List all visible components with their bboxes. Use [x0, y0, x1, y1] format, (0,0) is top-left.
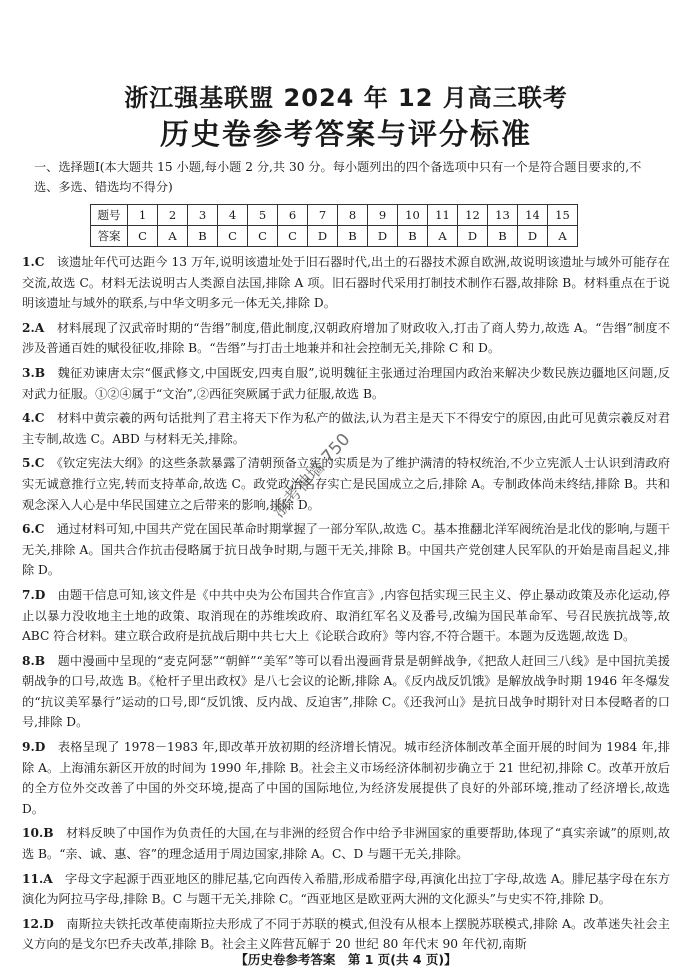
item-explanation-text: 材料中黄宗羲的两句话批判了君主将天下作为私产的做法,认为君主是天下不得安宁的原因,由此可见黄宗羲反对君主专制,故选 C。ABD 与材料无关,排除。 [22, 411, 671, 446]
exam-title: 浙江强基联盟 2024 年 12 月高三联考 [124, 84, 568, 112]
answer-table [90, 204, 578, 247]
item-explanation-text: 该遗址年代可达距今 13 万年,说明该遗址处于旧石器时代,出土的石器技术源自欧洲,故说明该遗址与域外可能存在交流,故选 C。材料无法说明古人类源自法国,排除 A 项。旧石器时代采用打制技术制作石器,故排除 B。材料重点在于说明该遗址与域外的联系,与中华文明多元一体无关,排除 D。 [22, 255, 670, 311]
question-number-cell: 11 [428, 205, 458, 226]
answer-row [91, 226, 578, 247]
item-explanation-text: 由题干信息可知,该文件是《中共中央为公布国共合作宣言》,内容包括实现三民主义、停止暴动政策及赤化运动,停止以暴力没收地主土地的政策、取消现在的苏维埃政府、取消红军名义及番号,改编为国民革命军、号召民族抗战等,故 ABC 符合材料。建立联合政府是抗战后期中共七大上《论联合政府》等内容,不符合题干。本题为反选题,故选 D。 [22, 587, 670, 644]
item-number: 5.C [22, 456, 45, 471]
question-number-cell: 7 [308, 205, 338, 226]
item-explanation-text: 题中漫画中呈现的“麦克阿瑟”“朝鲜”“美军”等可以看出漫画背景是朝鲜战争,《把敌人赶回三八线》是中国抗美援朝战争的口号,故选 B。《枪杆子里出政权》是八七会议的论断,排除 A。《反内战反饥饿》是解放战争时期 1946 年冬爆发的“抗议美军暴行”运动的口号,即“反饥饿、反内战、反迫害”,排除 C。《还我河山》是抗日战争时期针对日本侵略者的口号,排除 D。 [22, 653, 670, 730]
question-number-cell: 5 [248, 205, 278, 226]
explanation-list [22, 252, 670, 959]
question-number-cell: 14 [518, 205, 548, 226]
item-number: 10.B [22, 826, 54, 841]
answer-cell: B [188, 226, 218, 247]
question-number-cell: 1 [128, 205, 158, 226]
item-number: 2.A [22, 320, 45, 335]
question-number-cell: 9 [368, 205, 398, 226]
question-number-cell: 3 [188, 205, 218, 226]
answer-cell: B [398, 226, 428, 247]
answer-cell: B [488, 226, 518, 247]
answer-cell: D [308, 226, 338, 247]
document-title: 历史卷参考答案与评分标准 [159, 117, 532, 151]
item-number: 8.B [22, 653, 46, 668]
explanation-item [22, 519, 670, 581]
explanation-item [22, 453, 670, 515]
item-explanation-text: 字母文字起源于西亚地区的腓尼基,它向西传入希腊,形成希腊字母,再演化出拉丁字母,故选 A。腓尼基字母在东方演化为阿拉马字母,排除 B。C 与题干无关,排除 C。“西亚地区是欧亚两大洲的文化源头”与史实不符,排除 D。 [22, 871, 671, 907]
answer-cell: D [518, 226, 548, 247]
item-explanation-text: 表格呈现了 1978－1983 年,即改革开放初期的经济增长情况。城市经济体制改革全面开展的时间为 1984 年,排除 A。上海浦东新区开放的时间为 1990 年,排除 B。社会主义市场经济体制初步确立于 21 世纪初,排除 C。改革开放后的全方位外交改善了中国的外交环境,提高了中国的国际地位,为经济发展提供了良好的外部环境,推动了经济增长,故选 D。 [22, 740, 671, 816]
explanation-item [22, 823, 670, 864]
item-number: 3.B [22, 365, 46, 380]
explanation-item [22, 914, 670, 955]
item-number: 1.C [22, 255, 45, 269]
item-explanation-text: 《钦定宪法大纲》的这些条款暴露了清朝预备立宪的实质是为了维护满清的特权统治,不少立宪派人士认识到清政府实无诚意推行立宪,转而支持革命,故选 C。政党政治名存实亡是民国成立之后,排除 A。专制政体尚未终结,排除 B。共和观念深入人心是中华民国建立之后带来的影响,排除 D。 [22, 456, 671, 512]
question-number-cell: 12 [458, 205, 488, 226]
item-number: 11.A [22, 871, 53, 886]
explanation-item [22, 651, 670, 733]
explanation-item [22, 737, 670, 819]
page-footer: 【历史卷参考答案 第 1 页(共 4 页)】 [235, 952, 457, 967]
explanation-item [22, 318, 670, 359]
answer-cell: C [278, 226, 308, 247]
row-header-question-number: 题号 [91, 205, 128, 226]
explanation-item [22, 585, 670, 647]
answer-cell: B [338, 226, 368, 247]
question-number-cell: 13 [488, 205, 518, 226]
question-number-cell: 4 [218, 205, 248, 226]
answer-cell: A [428, 226, 458, 247]
answer-cell: A [158, 226, 188, 247]
answer-cell: C [218, 226, 248, 247]
item-number: 7.D [22, 587, 46, 602]
item-explanation-text: 材料反映了中国作为负责任的大国,在与非洲的经贸合作中给予非洲国家的重要帮助,体现了“真实亲诚”的原则,故选 B。“亲、诚、惠、容”的理念适用于周边国家,排除 A。C、D 与题干无关,排除。 [22, 826, 670, 862]
question-number-cell: 6 [278, 205, 308, 226]
item-explanation-text: 材料展现了汉武帝时期的“告缗”制度,借此制度,汉朝政府增加了财政收入,打击了商人势力,故选 A。“告缗”制度不涉及普通百姓的赋役征收,排除 B。“告缗”与打击土地兼并和社会控制无关,排除 C 和 D。 [22, 320, 671, 356]
item-number: 12.D [22, 916, 54, 931]
item-number: 4.C [22, 411, 45, 426]
item-number: 9.D [22, 740, 46, 755]
item-explanation-text: 南斯拉夫铁托改革使南斯拉夫形成了不同于苏联的模式,但没有从根本上摆脱苏联模式,排除 A。改革迷失社会主义方向的是戈尔巴乔夫改革,排除 B。社会主义阵营瓦解于 20 世纪 80 年代末 90 年代初,南斯 [22, 916, 670, 952]
answer-cell: A [548, 226, 578, 247]
answer-cell: C [248, 226, 278, 247]
item-number: 6.C [22, 522, 45, 537]
answer-cell: C [128, 226, 158, 247]
answer-cell: D [368, 226, 398, 247]
explanation-item [22, 363, 670, 404]
answer-cell: D [458, 226, 488, 247]
watermark-text: 浙考神墙 750 [268, 429, 355, 522]
question-number-cell: 10 [398, 205, 428, 226]
question-number-cell: 15 [548, 205, 578, 226]
item-explanation-text: 通过材料可知,中国共产党在国民革命时期掌握了一部分军队,故选 C。基本推翻北洋军阀统治是北伐的影响,与题干无关,排除 A。国共合作抗击侵略属于抗日战争时期,与题干无关,排除 B。中国共产党创建人民军队的开始是南昌起义,排除 D。 [22, 522, 671, 578]
explanation-item [22, 869, 670, 910]
question-number-row [91, 205, 578, 226]
item-explanation-text: 魏征劝谏唐太宗“偃武修文,中国既安,四夷自服”,说明魏征主张通过治理国内政治来解决少数民族边疆地区问题,反对武力征服。①②④属于“文治”,②西征突厥属于武力征服,故选 B。 [22, 365, 670, 401]
question-number-cell: 2 [158, 205, 188, 226]
question-number-cell: 8 [338, 205, 368, 226]
row-header-answer: 答案 [91, 226, 128, 247]
section-instructions: 一、选择题Ⅰ(本大题共 15 小题,每小题 2 分,共 30 分。每小题列出的四个备选项中只有一个是符合题目要求的,不选、多选、错选均不得分) [34, 160, 642, 194]
explanation-item [22, 252, 670, 314]
